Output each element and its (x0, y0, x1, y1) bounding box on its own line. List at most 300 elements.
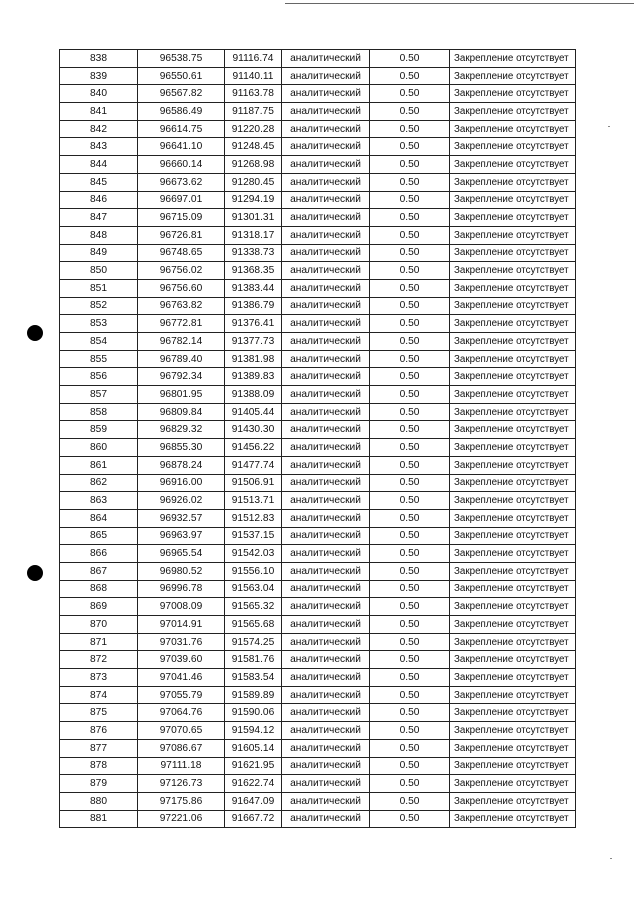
fixation-status-cell: Закрепление отсутствует (450, 527, 576, 545)
point-number-cell: 852 (60, 297, 138, 315)
point-number-cell: 855 (60, 350, 138, 368)
point-number-cell: 841 (60, 103, 138, 121)
method-cell: аналитический (282, 173, 370, 191)
point-number-cell: 860 (60, 439, 138, 457)
y-coordinate-cell: 91589.89 (225, 686, 282, 704)
method-cell: аналитический (282, 651, 370, 669)
x-coordinate-cell: 96792.34 (138, 368, 225, 386)
method-cell: аналитический (282, 421, 370, 439)
table-row (60, 297, 576, 315)
fixation-status-cell: Закрепление отсутствует (450, 50, 576, 68)
point-number-cell: 873 (60, 669, 138, 687)
x-coordinate-cell: 96916.00 (138, 474, 225, 492)
point-number-cell: 854 (60, 333, 138, 351)
y-coordinate-cell: 91248.45 (225, 138, 282, 156)
table-row (60, 651, 576, 669)
table-row (60, 686, 576, 704)
table-row (60, 386, 576, 404)
table-row (60, 120, 576, 138)
point-number-cell: 843 (60, 138, 138, 156)
y-coordinate-cell: 91368.35 (225, 262, 282, 280)
method-cell: аналитический (282, 474, 370, 492)
table-row (60, 226, 576, 244)
table-row (60, 704, 576, 722)
x-coordinate-cell: 96789.40 (138, 350, 225, 368)
method-cell: аналитический (282, 120, 370, 138)
x-coordinate-cell: 96586.49 (138, 103, 225, 121)
accuracy-cell: 0.50 (370, 120, 450, 138)
accuracy-cell: 0.50 (370, 598, 450, 616)
x-coordinate-cell: 96697.01 (138, 191, 225, 209)
fixation-status-cell: Закрепление отсутствует (450, 191, 576, 209)
x-coordinate-cell: 97064.76 (138, 704, 225, 722)
table-row (60, 739, 576, 757)
table-row (60, 598, 576, 616)
table-row (60, 492, 576, 510)
fixation-status-cell: Закрепление отсутствует (450, 456, 576, 474)
y-coordinate-cell: 91621.95 (225, 757, 282, 775)
method-cell: аналитический (282, 686, 370, 704)
x-coordinate-cell: 96801.95 (138, 386, 225, 404)
fixation-status-cell: Закрепление отсутствует (450, 757, 576, 775)
table-row (60, 333, 576, 351)
punch-hole (27, 325, 43, 341)
table-row (60, 156, 576, 174)
fixation-status-cell: Закрепление отсутствует (450, 209, 576, 227)
method-cell: аналитический (282, 262, 370, 280)
accuracy-cell: 0.50 (370, 545, 450, 563)
x-coordinate-cell: 96772.81 (138, 315, 225, 333)
x-coordinate-cell: 96809.84 (138, 403, 225, 421)
point-number-cell: 858 (60, 403, 138, 421)
x-coordinate-cell: 96782.14 (138, 333, 225, 351)
x-coordinate-cell: 96660.14 (138, 156, 225, 174)
table-row (60, 244, 576, 262)
method-cell: аналитический (282, 226, 370, 244)
accuracy-cell: 0.50 (370, 580, 450, 598)
x-coordinate-cell: 97175.86 (138, 792, 225, 810)
method-cell: аналитический (282, 633, 370, 651)
point-number-cell: 839 (60, 67, 138, 85)
y-coordinate-cell: 91667.72 (225, 810, 282, 828)
point-number-cell: 878 (60, 757, 138, 775)
point-number-cell: 881 (60, 810, 138, 828)
x-coordinate-cell: 97031.76 (138, 633, 225, 651)
point-number-cell: 880 (60, 792, 138, 810)
y-coordinate-cell: 91430.30 (225, 421, 282, 439)
table-row (60, 669, 576, 687)
accuracy-cell: 0.50 (370, 156, 450, 174)
point-number-cell: 851 (60, 279, 138, 297)
point-number-cell: 861 (60, 456, 138, 474)
y-coordinate-cell: 91294.19 (225, 191, 282, 209)
accuracy-cell: 0.50 (370, 792, 450, 810)
method-cell: аналитический (282, 722, 370, 740)
y-coordinate-cell: 91565.32 (225, 598, 282, 616)
point-number-cell: 850 (60, 262, 138, 280)
method-cell: аналитический (282, 598, 370, 616)
y-coordinate-cell: 91163.78 (225, 85, 282, 103)
table-row (60, 527, 576, 545)
accuracy-cell: 0.50 (370, 686, 450, 704)
accuracy-cell: 0.50 (370, 191, 450, 209)
table-row (60, 173, 576, 191)
accuracy-cell: 0.50 (370, 669, 450, 687)
x-coordinate-cell: 96550.61 (138, 67, 225, 85)
x-coordinate-cell: 96855.30 (138, 439, 225, 457)
x-coordinate-cell: 97111.18 (138, 757, 225, 775)
y-coordinate-cell: 91565.68 (225, 616, 282, 634)
point-number-cell: 877 (60, 739, 138, 757)
table-row (60, 138, 576, 156)
accuracy-cell: 0.50 (370, 439, 450, 457)
fixation-status-cell: Закрепление отсутствует (450, 279, 576, 297)
table-row (60, 262, 576, 280)
accuracy-cell: 0.50 (370, 509, 450, 527)
point-number-cell: 865 (60, 527, 138, 545)
point-number-cell: 870 (60, 616, 138, 634)
y-coordinate-cell: 91280.45 (225, 173, 282, 191)
method-cell: аналитический (282, 50, 370, 68)
accuracy-cell: 0.50 (370, 474, 450, 492)
accuracy-cell: 0.50 (370, 333, 450, 351)
y-coordinate-cell: 91318.17 (225, 226, 282, 244)
y-coordinate-cell: 91647.09 (225, 792, 282, 810)
y-coordinate-cell: 91383.44 (225, 279, 282, 297)
fixation-status-cell: Закрепление отсутствует (450, 669, 576, 687)
fixation-status-cell: Закрепление отсутствует (450, 368, 576, 386)
y-coordinate-cell: 91377.73 (225, 333, 282, 351)
table-row (60, 474, 576, 492)
point-number-cell: 862 (60, 474, 138, 492)
table-row (60, 350, 576, 368)
table-row (60, 403, 576, 421)
table-row (60, 757, 576, 775)
fixation-status-cell: Закрепление отсутствует (450, 297, 576, 315)
x-coordinate-cell: 97086.67 (138, 739, 225, 757)
method-cell: аналитический (282, 775, 370, 793)
accuracy-cell: 0.50 (370, 209, 450, 227)
fixation-status-cell: Закрепление отсутствует (450, 474, 576, 492)
method-cell: аналитический (282, 792, 370, 810)
point-number-cell: 857 (60, 386, 138, 404)
y-coordinate-cell: 91537.15 (225, 527, 282, 545)
x-coordinate-cell: 97055.79 (138, 686, 225, 704)
x-coordinate-cell: 97008.09 (138, 598, 225, 616)
table-row (60, 67, 576, 85)
accuracy-cell: 0.50 (370, 279, 450, 297)
x-coordinate-cell: 97126.73 (138, 775, 225, 793)
accuracy-cell: 0.50 (370, 67, 450, 85)
fixation-status-cell: Закрепление отсутствует (450, 421, 576, 439)
y-coordinate-cell: 91388.09 (225, 386, 282, 404)
y-coordinate-cell: 91513.71 (225, 492, 282, 510)
fixation-status-cell: Закрепление отсутствует (450, 439, 576, 457)
method-cell: аналитический (282, 333, 370, 351)
point-number-cell: 856 (60, 368, 138, 386)
point-number-cell: 853 (60, 315, 138, 333)
point-number-cell: 871 (60, 633, 138, 651)
method-cell: аналитический (282, 103, 370, 121)
fixation-status-cell: Закрепление отсутствует (450, 775, 576, 793)
accuracy-cell: 0.50 (370, 138, 450, 156)
x-coordinate-cell: 96756.02 (138, 262, 225, 280)
method-cell: аналитический (282, 156, 370, 174)
accuracy-cell: 0.50 (370, 527, 450, 545)
accuracy-cell: 0.50 (370, 421, 450, 439)
method-cell: аналитический (282, 669, 370, 687)
accuracy-cell: 0.50 (370, 633, 450, 651)
y-coordinate-cell: 91220.28 (225, 120, 282, 138)
point-number-cell: 840 (60, 85, 138, 103)
method-cell: аналитический (282, 509, 370, 527)
fixation-status-cell: Закрепление отсутствует (450, 616, 576, 634)
fixation-status-cell: Закрепление отсутствует (450, 509, 576, 527)
table-row (60, 775, 576, 793)
y-coordinate-cell: 91268.98 (225, 156, 282, 174)
accuracy-cell: 0.50 (370, 262, 450, 280)
point-number-cell: 872 (60, 651, 138, 669)
table-row (60, 633, 576, 651)
method-cell: аналитический (282, 244, 370, 262)
x-coordinate-cell: 97014.91 (138, 616, 225, 634)
fixation-status-cell: Закрепление отсутствует (450, 598, 576, 616)
scan-speck (608, 126, 610, 127)
point-number-cell: 844 (60, 156, 138, 174)
y-coordinate-cell: 91574.25 (225, 633, 282, 651)
method-cell: аналитический (282, 279, 370, 297)
table-row (60, 421, 576, 439)
accuracy-cell: 0.50 (370, 722, 450, 740)
accuracy-cell: 0.50 (370, 226, 450, 244)
y-coordinate-cell: 91140.11 (225, 67, 282, 85)
fixation-status-cell: Закрепление отсутствует (450, 350, 576, 368)
table-row (60, 562, 576, 580)
x-coordinate-cell: 96673.62 (138, 173, 225, 191)
accuracy-cell: 0.50 (370, 315, 450, 333)
y-coordinate-cell: 91512.83 (225, 509, 282, 527)
x-coordinate-cell: 96715.09 (138, 209, 225, 227)
accuracy-cell: 0.50 (370, 775, 450, 793)
fixation-status-cell: Закрепление отсутствует (450, 244, 576, 262)
y-coordinate-cell: 91187.75 (225, 103, 282, 121)
y-coordinate-cell: 91386.79 (225, 297, 282, 315)
fixation-status-cell: Закрепление отсутствует (450, 333, 576, 351)
x-coordinate-cell: 96829.32 (138, 421, 225, 439)
accuracy-cell: 0.50 (370, 456, 450, 474)
table-row (60, 456, 576, 474)
fixation-status-cell: Закрепление отсутствует (450, 67, 576, 85)
accuracy-cell: 0.50 (370, 403, 450, 421)
x-coordinate-cell: 96748.65 (138, 244, 225, 262)
table-row (60, 315, 576, 333)
accuracy-cell: 0.50 (370, 244, 450, 262)
accuracy-cell: 0.50 (370, 103, 450, 121)
accuracy-cell: 0.50 (370, 297, 450, 315)
table-row (60, 509, 576, 527)
coordinates-table-body (60, 50, 576, 828)
accuracy-cell: 0.50 (370, 562, 450, 580)
method-cell: аналитический (282, 456, 370, 474)
method-cell: аналитический (282, 757, 370, 775)
fixation-status-cell: Закрепление отсутствует (450, 103, 576, 121)
method-cell: аналитический (282, 580, 370, 598)
method-cell: аналитический (282, 439, 370, 457)
x-coordinate-cell: 96538.75 (138, 50, 225, 68)
method-cell: аналитический (282, 810, 370, 828)
point-number-cell: 849 (60, 244, 138, 262)
point-number-cell: 868 (60, 580, 138, 598)
accuracy-cell: 0.50 (370, 368, 450, 386)
accuracy-cell: 0.50 (370, 386, 450, 404)
y-coordinate-cell: 91594.12 (225, 722, 282, 740)
y-coordinate-cell: 91556.10 (225, 562, 282, 580)
point-number-cell: 867 (60, 562, 138, 580)
x-coordinate-cell: 96878.24 (138, 456, 225, 474)
y-coordinate-cell: 91563.04 (225, 580, 282, 598)
coordinates-table (59, 49, 576, 828)
method-cell: аналитический (282, 350, 370, 368)
method-cell: аналитический (282, 545, 370, 563)
fixation-status-cell: Закрепление отсутствует (450, 545, 576, 563)
fixation-status-cell: Закрепление отсутствует (450, 386, 576, 404)
table-row (60, 103, 576, 121)
x-coordinate-cell: 96926.02 (138, 492, 225, 510)
fixation-status-cell: Закрепление отсутствует (450, 492, 576, 510)
y-coordinate-cell: 91581.76 (225, 651, 282, 669)
fixation-status-cell: Закрепление отсутствует (450, 562, 576, 580)
fixation-status-cell: Закрепление отсутствует (450, 226, 576, 244)
top-edge-rule (285, 3, 634, 4)
fixation-status-cell: Закрепление отсутствует (450, 138, 576, 156)
table-row (60, 792, 576, 810)
fixation-status-cell: Закрепление отсутствует (450, 686, 576, 704)
y-coordinate-cell: 91456.22 (225, 439, 282, 457)
x-coordinate-cell: 96641.10 (138, 138, 225, 156)
table-row (60, 50, 576, 68)
y-coordinate-cell: 91389.83 (225, 368, 282, 386)
fixation-status-cell: Закрепление отсутствует (450, 651, 576, 669)
point-number-cell: 847 (60, 209, 138, 227)
method-cell: аналитический (282, 492, 370, 510)
point-number-cell: 848 (60, 226, 138, 244)
table-row (60, 810, 576, 828)
x-coordinate-cell: 97041.46 (138, 669, 225, 687)
x-coordinate-cell: 97070.65 (138, 722, 225, 740)
fixation-status-cell: Закрепление отсутствует (450, 173, 576, 191)
fixation-status-cell: Закрепление отсутствует (450, 739, 576, 757)
method-cell: аналитический (282, 85, 370, 103)
method-cell: аналитический (282, 527, 370, 545)
table-row (60, 616, 576, 634)
accuracy-cell: 0.50 (370, 704, 450, 722)
y-coordinate-cell: 91338.73 (225, 244, 282, 262)
scan-speck (610, 858, 612, 859)
x-coordinate-cell: 96567.82 (138, 85, 225, 103)
method-cell: аналитический (282, 403, 370, 421)
table-row (60, 85, 576, 103)
point-number-cell: 845 (60, 173, 138, 191)
method-cell: аналитический (282, 739, 370, 757)
point-number-cell: 869 (60, 598, 138, 616)
y-coordinate-cell: 91405.44 (225, 403, 282, 421)
accuracy-cell: 0.50 (370, 50, 450, 68)
fixation-status-cell: Закрепление отсутствует (450, 120, 576, 138)
point-number-cell: 876 (60, 722, 138, 740)
table-row (60, 279, 576, 297)
fixation-status-cell: Закрепление отсутствует (450, 315, 576, 333)
method-cell: аналитический (282, 138, 370, 156)
fixation-status-cell: Закрепление отсутствует (450, 580, 576, 598)
y-coordinate-cell: 91583.54 (225, 669, 282, 687)
x-coordinate-cell: 96763.82 (138, 297, 225, 315)
y-coordinate-cell: 91376.41 (225, 315, 282, 333)
method-cell: аналитический (282, 297, 370, 315)
fixation-status-cell: Закрепление отсутствует (450, 156, 576, 174)
fixation-status-cell: Закрепление отсутствует (450, 722, 576, 740)
fixation-status-cell: Закрепление отсутствует (450, 633, 576, 651)
fixation-status-cell: Закрепление отсутствует (450, 792, 576, 810)
method-cell: аналитический (282, 67, 370, 85)
punch-hole (27, 565, 43, 581)
table-row (60, 191, 576, 209)
x-coordinate-cell: 96726.81 (138, 226, 225, 244)
x-coordinate-cell: 96965.54 (138, 545, 225, 563)
x-coordinate-cell: 96756.60 (138, 279, 225, 297)
accuracy-cell: 0.50 (370, 739, 450, 757)
x-coordinate-cell: 96932.57 (138, 509, 225, 527)
method-cell: аналитический (282, 704, 370, 722)
point-number-cell: 874 (60, 686, 138, 704)
y-coordinate-cell: 91605.14 (225, 739, 282, 757)
accuracy-cell: 0.50 (370, 757, 450, 775)
accuracy-cell: 0.50 (370, 85, 450, 103)
method-cell: аналитический (282, 191, 370, 209)
point-number-cell: 863 (60, 492, 138, 510)
point-number-cell: 864 (60, 509, 138, 527)
method-cell: аналитический (282, 315, 370, 333)
table-row (60, 368, 576, 386)
method-cell: аналитический (282, 562, 370, 580)
x-coordinate-cell: 96996.78 (138, 580, 225, 598)
y-coordinate-cell: 91116.74 (225, 50, 282, 68)
y-coordinate-cell: 91381.98 (225, 350, 282, 368)
point-number-cell: 846 (60, 191, 138, 209)
y-coordinate-cell: 91506.91 (225, 474, 282, 492)
fixation-status-cell: Закрепление отсутствует (450, 85, 576, 103)
method-cell: аналитический (282, 386, 370, 404)
accuracy-cell: 0.50 (370, 616, 450, 634)
fixation-status-cell: Закрепление отсутствует (450, 810, 576, 828)
table-row (60, 545, 576, 563)
accuracy-cell: 0.50 (370, 810, 450, 828)
table-row (60, 722, 576, 740)
point-number-cell: 838 (60, 50, 138, 68)
x-coordinate-cell: 96614.75 (138, 120, 225, 138)
x-coordinate-cell: 96963.97 (138, 527, 225, 545)
accuracy-cell: 0.50 (370, 492, 450, 510)
table-row (60, 439, 576, 457)
y-coordinate-cell: 91542.03 (225, 545, 282, 563)
method-cell: аналитический (282, 368, 370, 386)
point-number-cell: 866 (60, 545, 138, 563)
y-coordinate-cell: 91301.31 (225, 209, 282, 227)
x-coordinate-cell: 96980.52 (138, 562, 225, 580)
x-coordinate-cell: 97039.60 (138, 651, 225, 669)
fixation-status-cell: Закрепление отсутствует (450, 262, 576, 280)
y-coordinate-cell: 91622.74 (225, 775, 282, 793)
point-number-cell: 842 (60, 120, 138, 138)
